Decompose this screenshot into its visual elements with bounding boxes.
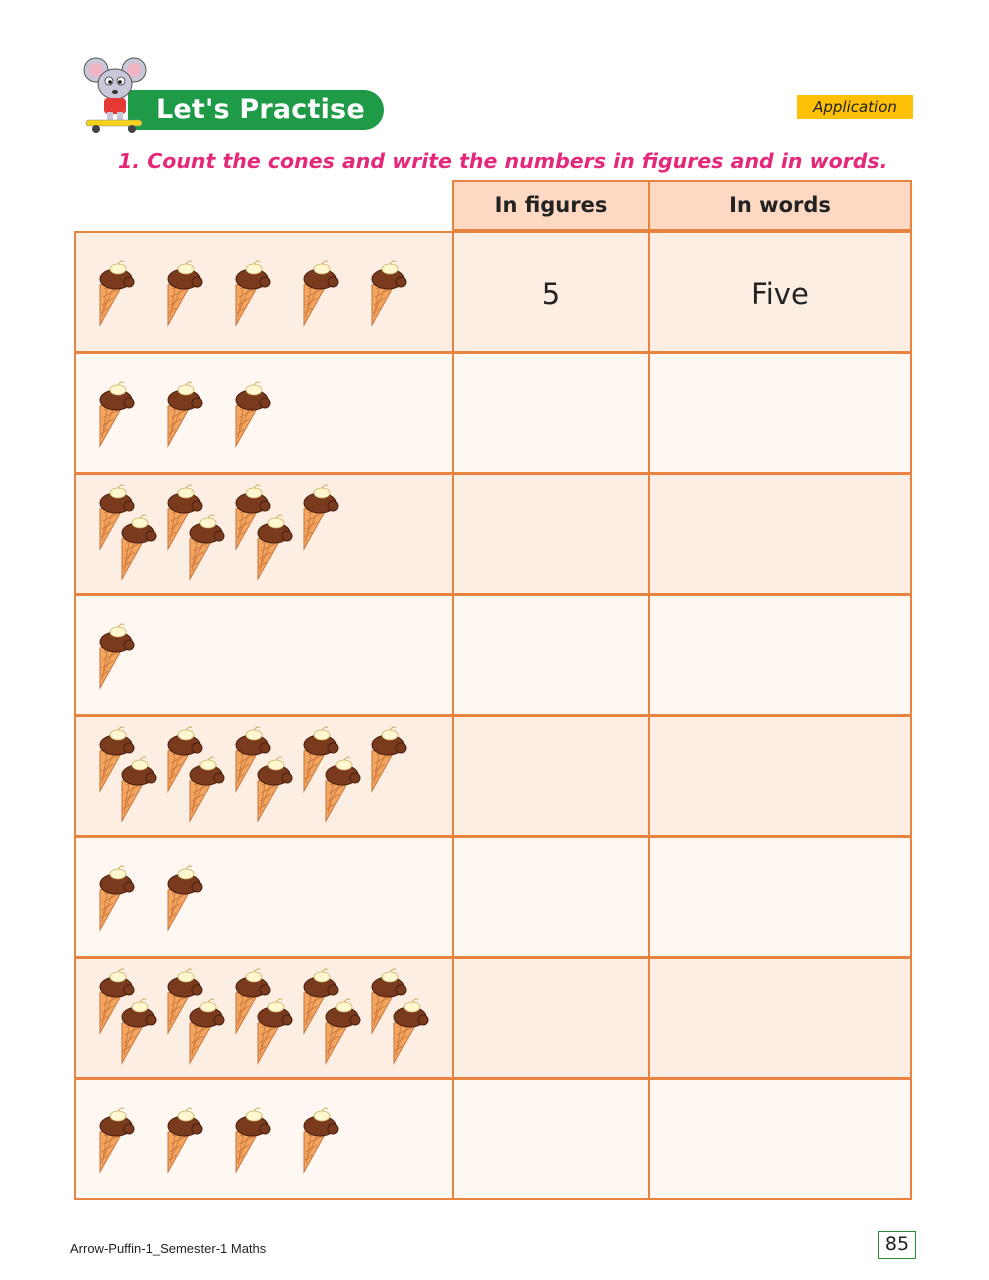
ice-cream-cone-icon xyxy=(258,999,292,1063)
ice-cream-cone-icon xyxy=(236,1108,270,1172)
cone-group xyxy=(94,1080,454,1202)
word-value xyxy=(650,475,910,593)
ice-cream-cone-icon xyxy=(190,515,224,579)
cone-group xyxy=(94,233,454,355)
ice-cream-cone-icon xyxy=(372,261,406,325)
word-value xyxy=(650,1080,910,1198)
figure-value xyxy=(454,475,648,593)
ice-cream-cone-icon xyxy=(122,515,156,579)
cones-cell xyxy=(74,836,454,958)
cones-cell xyxy=(74,473,454,595)
ice-cream-cone-icon xyxy=(100,261,134,325)
ice-cream-cone-icon xyxy=(100,382,134,446)
figure-answer-cell[interactable] xyxy=(452,473,650,595)
figure-value xyxy=(454,596,648,714)
table-row xyxy=(74,957,912,1079)
word-answer-cell[interactable] xyxy=(648,715,912,837)
ice-cream-cone-icon xyxy=(168,261,202,325)
table-row xyxy=(74,1078,912,1200)
word-answer-cell[interactable] xyxy=(648,957,912,1079)
ice-cream-cone-icon xyxy=(372,727,406,791)
figure-value xyxy=(454,717,648,835)
ice-cream-cone-icon xyxy=(168,382,202,446)
ice-cream-cone-icon xyxy=(258,515,292,579)
figure-answer-cell[interactable] xyxy=(452,957,650,1079)
ice-cream-cone-icon xyxy=(100,866,134,930)
figure-answer-cell[interactable] xyxy=(452,1078,650,1200)
ice-cream-cone-icon xyxy=(168,866,202,930)
practice-banner xyxy=(88,86,384,157)
cones-cell xyxy=(74,352,454,474)
figure-answer-cell[interactable] xyxy=(452,231,650,353)
ice-cream-cone-icon xyxy=(326,757,360,821)
ice-cream-cone-icon xyxy=(168,1108,202,1172)
cone-group xyxy=(94,475,454,597)
ice-cream-cone-icon xyxy=(304,1108,338,1172)
figure-answer-cell[interactable] xyxy=(452,594,650,716)
table-row xyxy=(74,715,912,837)
ice-cream-cone-icon xyxy=(304,485,338,549)
word-answer-cell[interactable] xyxy=(648,352,912,474)
counting-table xyxy=(74,180,912,1205)
word-value xyxy=(650,354,910,472)
figure-value xyxy=(454,1080,648,1198)
ice-cream-cone-icon xyxy=(100,624,134,688)
cone-group xyxy=(94,354,454,476)
word-answer-cell[interactable] xyxy=(648,1078,912,1200)
cone-group xyxy=(94,596,454,718)
header-in-words: In words xyxy=(648,180,912,231)
cones-cell xyxy=(74,957,454,1079)
ice-cream-cone-icon xyxy=(190,757,224,821)
banner-title: Let's Practise 2.1 xyxy=(156,94,365,157)
cone-group xyxy=(94,838,454,960)
ice-cream-cone-icon xyxy=(394,999,428,1063)
mouse-mascot-icon xyxy=(80,56,150,134)
table-row xyxy=(74,836,912,958)
word-answer-cell[interactable] xyxy=(648,473,912,595)
ice-cream-cone-icon xyxy=(326,999,360,1063)
word-value xyxy=(650,596,910,714)
header-in-figures: In figures xyxy=(452,180,650,231)
cone-group xyxy=(94,959,454,1081)
page-number: 85 xyxy=(878,1231,916,1259)
figure-answer-cell[interactable] xyxy=(452,352,650,474)
table-row xyxy=(74,473,912,595)
table-row xyxy=(74,231,912,353)
table-row xyxy=(74,352,912,474)
word-answer-cell[interactable] xyxy=(648,231,912,353)
cones-cell xyxy=(74,231,454,353)
figure-value: 5 xyxy=(541,277,561,311)
ice-cream-cone-icon xyxy=(236,261,270,325)
word-value: Five xyxy=(751,277,809,311)
figure-answer-cell[interactable] xyxy=(452,836,650,958)
question-text: 1. Count the cones and write the numbers in figures and in words. xyxy=(118,149,888,173)
ice-cream-cone-icon xyxy=(122,757,156,821)
word-value xyxy=(650,838,910,956)
cones-cell xyxy=(74,594,454,716)
figure-value xyxy=(454,838,648,956)
ice-cream-cone-icon xyxy=(258,757,292,821)
figure-value xyxy=(454,354,648,472)
application-tag: Application xyxy=(797,95,913,119)
ice-cream-cone-icon xyxy=(236,382,270,446)
ice-cream-cone-icon xyxy=(190,999,224,1063)
word-answer-cell[interactable] xyxy=(648,594,912,716)
word-answer-cell[interactable] xyxy=(648,836,912,958)
word-value xyxy=(650,717,910,835)
cones-cell xyxy=(74,715,454,837)
ice-cream-cone-icon xyxy=(122,999,156,1063)
cone-group xyxy=(94,717,454,839)
ice-cream-cone-icon xyxy=(304,261,338,325)
ice-cream-cone-icon xyxy=(100,1108,134,1172)
figure-value xyxy=(454,959,648,1077)
table-row xyxy=(74,594,912,716)
footer-book-title: Arrow-Puffin-1_Semester-1 Maths xyxy=(70,1241,267,1256)
cones-cell xyxy=(74,1078,454,1200)
word-value xyxy=(650,959,910,1077)
figure-answer-cell[interactable] xyxy=(452,715,650,837)
